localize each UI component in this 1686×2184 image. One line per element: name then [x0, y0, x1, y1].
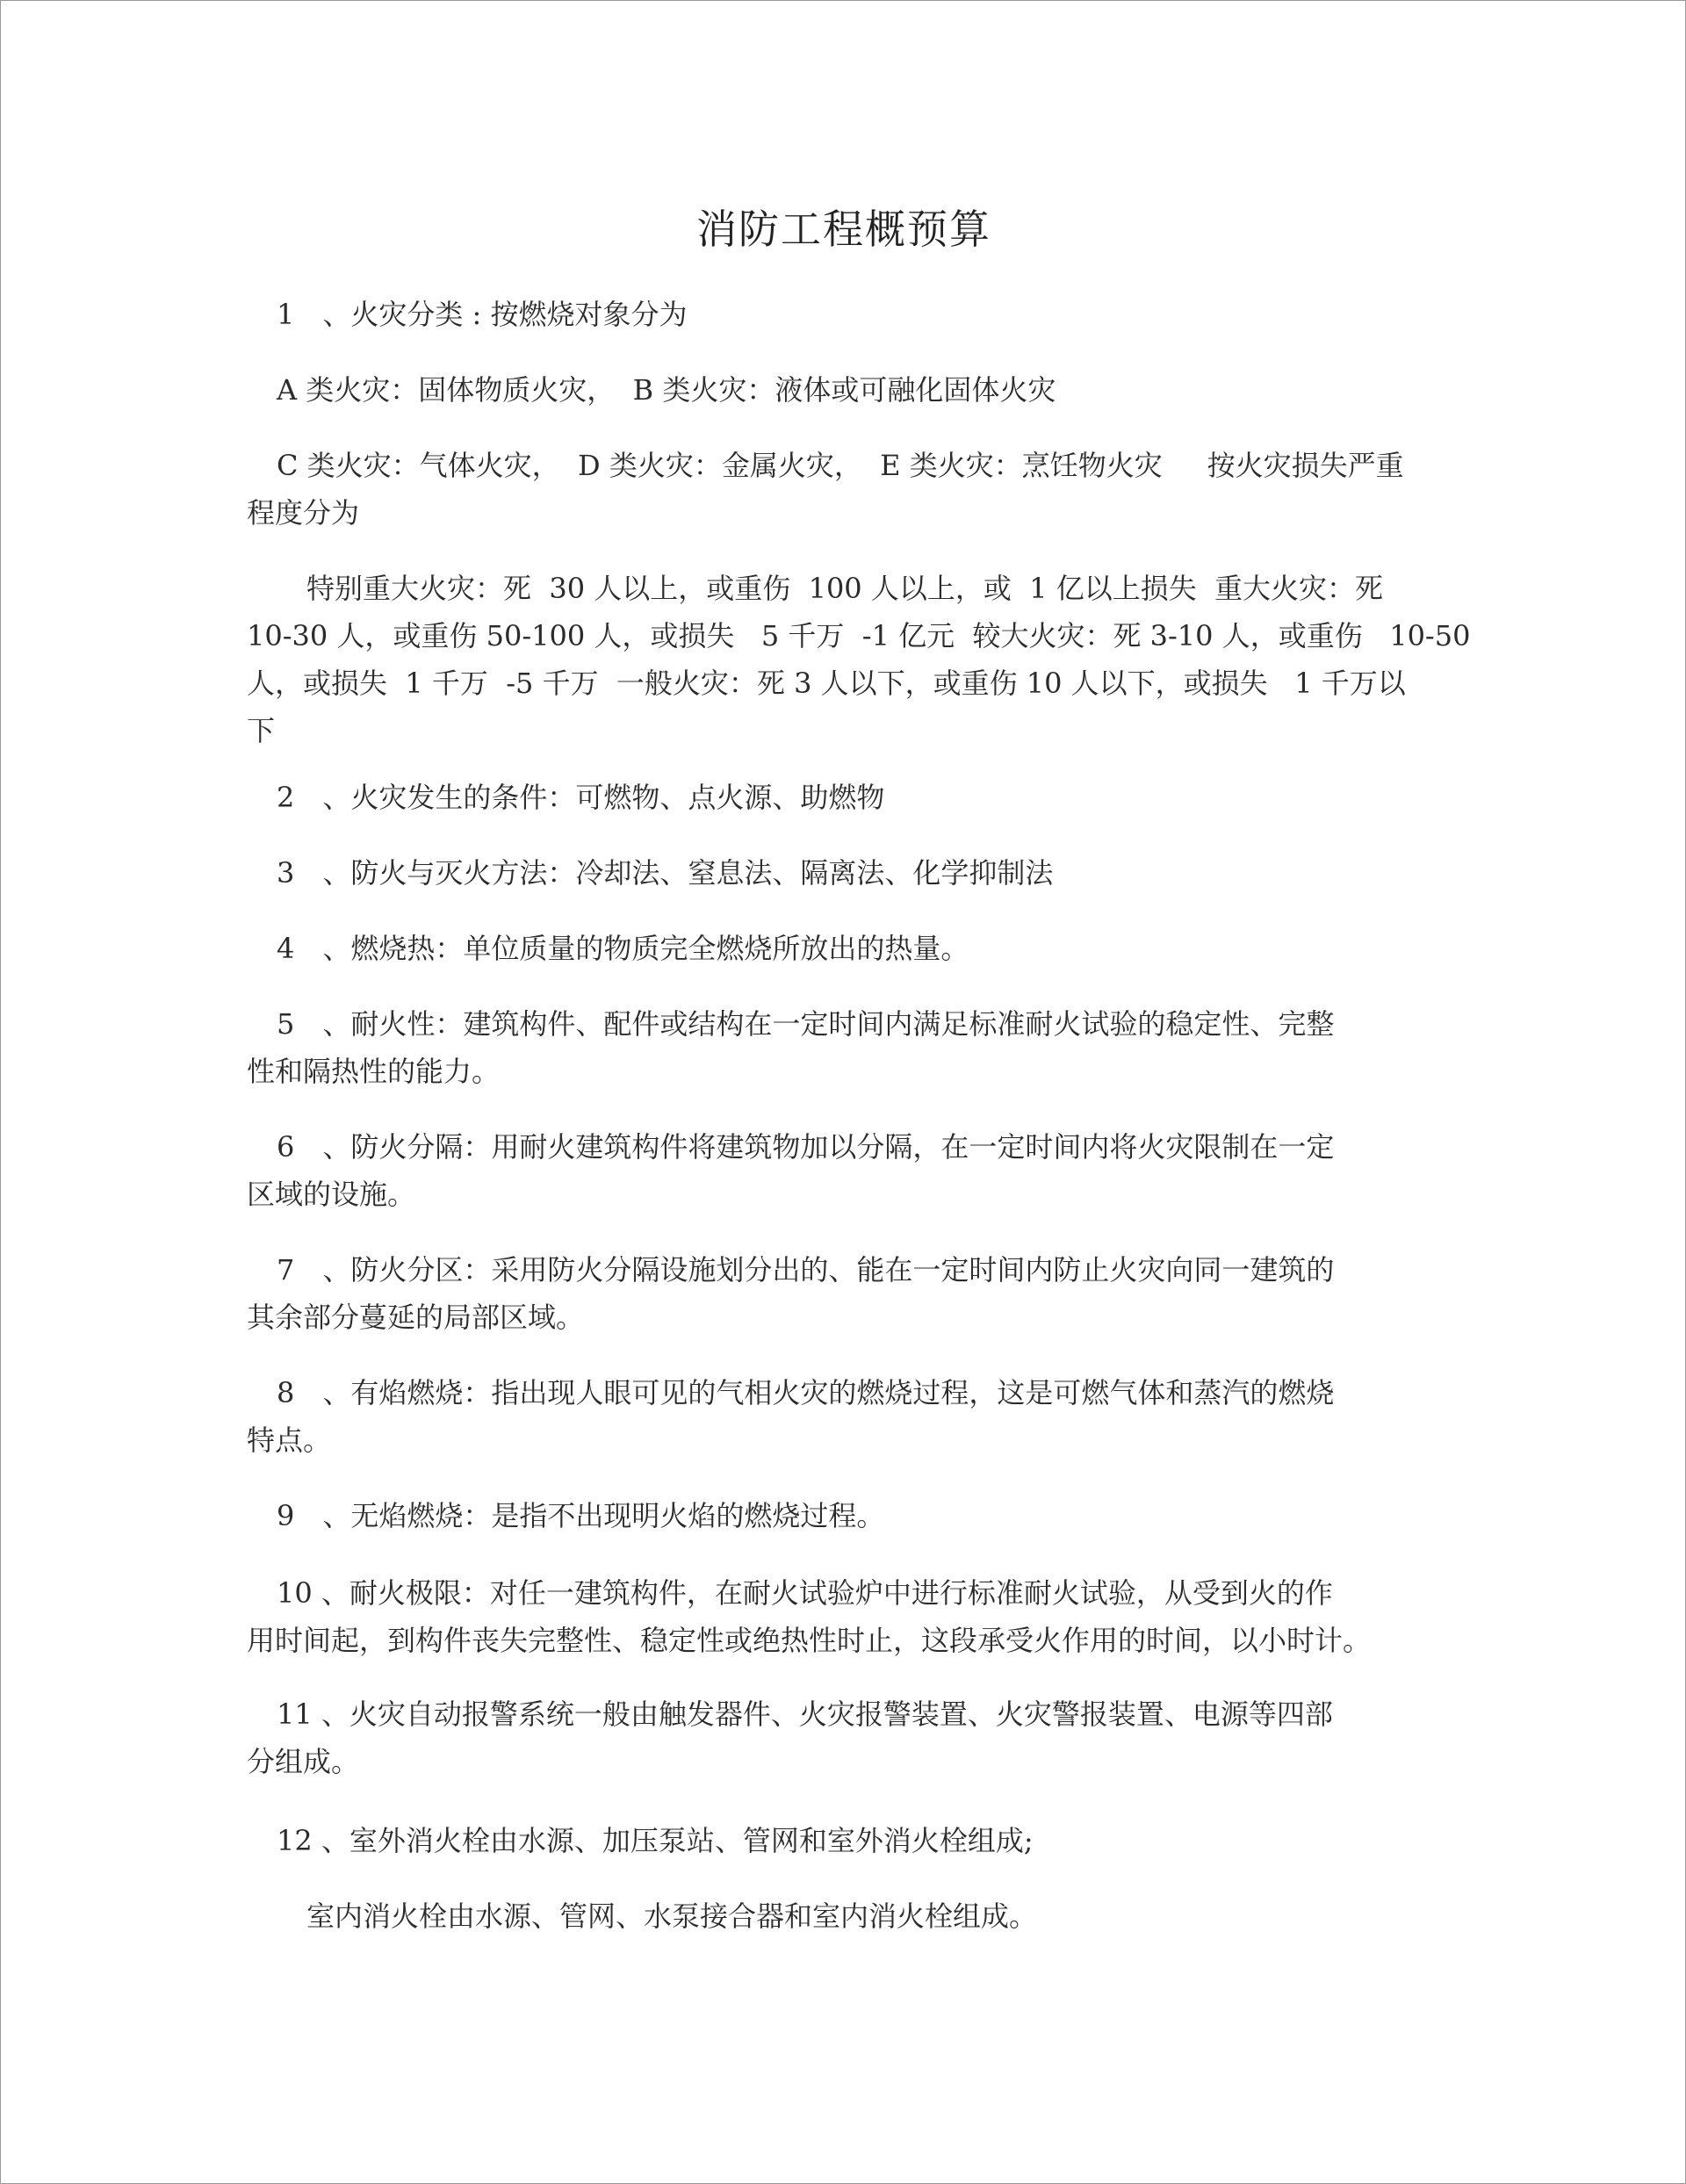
- paragraph-15: [247, 1817, 1441, 1864]
- paragraph-line: 下: [247, 714, 276, 747]
- paragraph-line: 2 、火灾发生的条件：可燃物、点火源、助燃物: [277, 781, 885, 814]
- paragraph-line: 区域的设施。: [247, 1178, 416, 1211]
- paragraph-line: 特别重大火灾：死 30 人以上，或重伤 100 人以上，或 1 亿以上损失 重大火灾：死: [306, 572, 1384, 605]
- paragraph-line: 特点。: [247, 1424, 332, 1457]
- paragraph-line: 4 、燃烧热：单位质量的物质完全燃烧所放出的热量。: [277, 932, 969, 965]
- paragraph-4: [247, 565, 1471, 754]
- paragraph-8: [247, 1000, 1441, 1095]
- paragraph-14: [247, 1690, 1441, 1785]
- document-title: 消防工程概预算: [696, 205, 991, 253]
- paragraph-line: 室内消火栓由水源、管网、水泵接合器和室内消火栓组成。: [306, 1899, 1038, 1933]
- paragraph-1: [247, 291, 1441, 338]
- paragraph-line: 程度分为: [247, 496, 360, 530]
- paragraph-line: A 类火灾：固体物质火灾， B 类火灾：液体或可融化固体火灾: [277, 373, 1056, 407]
- paragraph-2: [247, 366, 1441, 414]
- paragraph-line: 10-30 人，或重伤 50-100 人，或损失 5 千万 -1 亿元 较大火灾：死 3-10 人，或重伤 10-50: [247, 619, 1471, 652]
- paragraph-line: 5 、耐火性：建筑构件、配件或结构在一定时间内满足标准耐火试验的稳定性、完整: [277, 1007, 1335, 1041]
- paragraph-line: 9 、无焰燃烧：是指不出现明火焰的燃烧过程。: [277, 1499, 885, 1532]
- paragraph-line: 3 、防火与灭火方法：冷却法、窒息法、隔离法、化学抑制法: [277, 856, 1054, 890]
- paragraph-10: [247, 1246, 1441, 1341]
- paragraph-line: 12 、室外消火栓由水源、加压泵站、管网和室外消火栓组成;: [277, 1824, 1034, 1857]
- paragraph-line: 11 、火灾自动报警系统一般由触发器件、火灾报警装置、火灾警报装置、电源等四部: [277, 1697, 1333, 1731]
- paragraph-line: 6 、防火分隔：用耐火建筑构件将建筑物加以分隔，在一定时间内将火灾限制在一定: [277, 1130, 1335, 1164]
- paragraph-line: 性和隔热性的能力。: [247, 1055, 501, 1088]
- paragraph-line: 1 、火灾分类 : 按燃烧对象分为: [277, 298, 688, 331]
- paragraph-9: [247, 1123, 1441, 1218]
- paragraph-6: [247, 849, 1441, 897]
- paragraph-11: [247, 1369, 1441, 1464]
- paragraph-line: 用时间起，到构件丧失完整性、稳定性或绝热性时止，这段承受火作用的时间，以小时计。: [247, 1624, 1372, 1657]
- paragraph-line: 人，或损失 1 千万 -5 千万 一般火灾：死 3 人以下，或重伤 10 人以下，或损失 1 千万以: [247, 667, 1406, 700]
- paragraph-13: [247, 1569, 1441, 1664]
- paragraph-line: 其余部分蔓延的局部区域。: [247, 1301, 585, 1334]
- paragraph-16: [247, 1892, 1441, 1940]
- paragraph-line: 8 、有焰燃烧：指出现人眼可见的气相火灾的燃烧过程，这是可燃气体和蒸汽的燃烧: [277, 1376, 1335, 1409]
- paragraph-line: 10 、耐火极限：对任一建筑构件，在耐火试验炉中进行标准耐火试验，从受到火的作: [277, 1576, 1333, 1610]
- paragraph-5: [247, 774, 1441, 821]
- paragraph-line: 7 、防火分区：采用防火分隔设施划分出的、能在一定时间内防止火灾向同一建筑的: [277, 1253, 1335, 1287]
- paragraph-line: 分组成。: [247, 1745, 360, 1778]
- paragraph-12: [247, 1492, 1441, 1539]
- paragraph-7: [247, 925, 1441, 972]
- paragraph-line: C 类火灾：气体火灾， D 类火灾：金属火灾， E 类火灾：烹饪物火灾 按火灾损失严重: [277, 449, 1404, 482]
- paragraph-3: [247, 442, 1441, 537]
